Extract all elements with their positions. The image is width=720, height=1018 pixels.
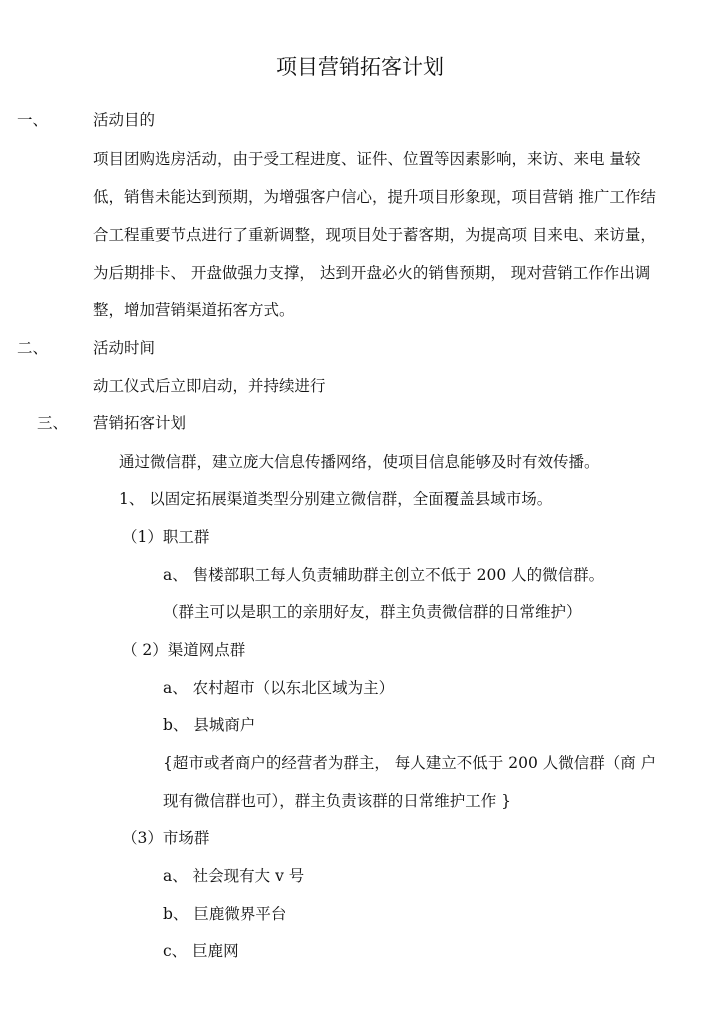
group-1-item-a: a、 售楼部职工每人负责辅助群主创立不低于 200 人的微信群。 [163,566,605,584]
section-3-intro: 通过微信群，建立庞大信息传播网络，使项目信息能够及时有效传播。 [119,453,600,471]
section-3-point-1: 1、 以固定拓展渠道类型分别建立微信群，全面覆盖县域市场。 [119,490,553,508]
section-2-heading: 活动时间 [93,339,156,357]
group-1-heading: （1）职工群 [122,528,210,546]
group-3-item-b: b、 巨鹿微界平台 [163,905,287,923]
group-3-heading: （3）市场群 [122,829,210,847]
group-3-item-a: a、 社会现有大 v 号 [163,867,305,885]
section-1-line-4: 为后期排卡、 开盘做强力支撑， 达到开盘必火的销售预期， 现对营销工作作出调 [93,264,651,282]
group-2-note-line-2: 现有微信群也可），群主负责该群的日常维护工作 } [163,792,512,810]
section-1-number: 一、 [16,111,48,129]
group-2-item-b: b、 县城商户 [163,716,256,734]
section-3-number: 三、 [36,414,68,432]
group-1-note: （群主可以是职工的亲朋好友，群主负责微信群的日常维护） [163,603,582,621]
group-3-item-c: c、 巨鹿网 [163,942,239,960]
group-2-item-a: a、 农村超市（以东北区域为主） [163,679,395,697]
section-1-line-2: 低，销售未能达到预期，为增强客户信心，提升项目形象现，项目营销 推广工作结 [93,188,656,206]
section-1-line-1: 项目团购选房活动，由于受工程进度、证件、位置等因素影响，来访、来电 量较 [93,150,641,168]
group-2-heading: （ 2）渠道网点群 [122,641,246,659]
page-title: 项目营销拓客计划 [276,55,444,79]
section-2-number: 二、 [16,339,48,357]
section-1-line-5: 整，增加营销渠道拓客方式。 [93,301,295,319]
section-3-heading: 营销拓客计划 [93,414,187,432]
section-1-line-3: 合工程重要节点进行了重新调整，现项目处于蓄客期，为提高项 目来电、来访量， [93,226,656,244]
group-2-note-line-1: {超市或者商户的经营者为群主， 每人建立不低于 200 人微信群（商 户 [163,754,657,772]
section-1-heading: 活动目的 [93,111,156,129]
section-2-text: 动工仪式后立即启动，并持续进行 [93,377,326,395]
